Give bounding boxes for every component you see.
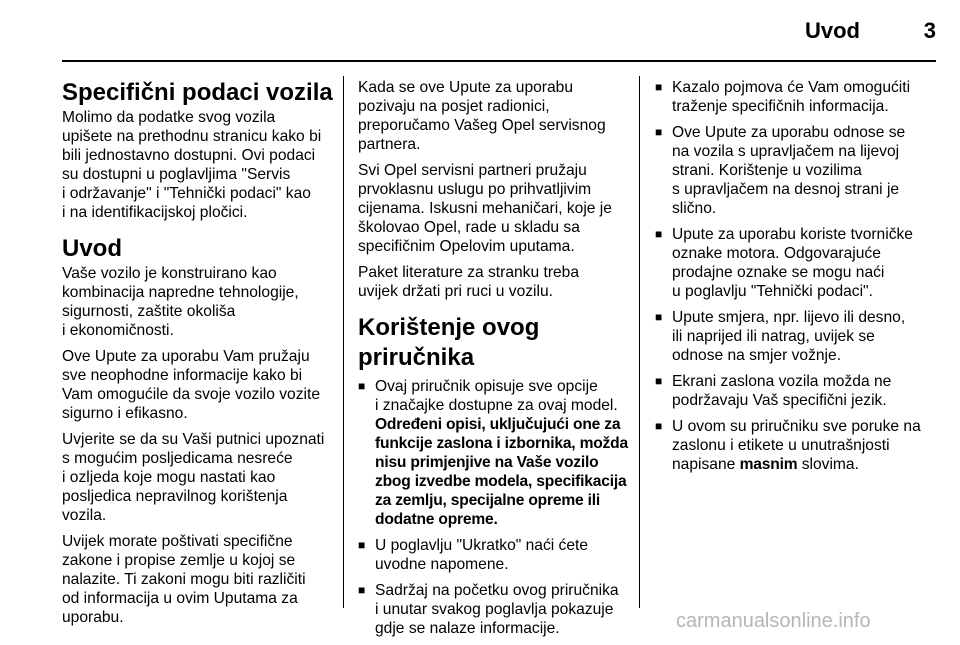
bullet-icon: ■ [655, 419, 663, 433]
section-heading-vehicle-data: Specifični podaci vozila [62, 79, 333, 106]
bullet-text [672, 78, 940, 116]
column-3 [655, 78, 940, 481]
text-line: Molimo da podatke svog vozila [62, 109, 276, 126]
text-line: Određeni opisi, uključujući one za [375, 416, 621, 433]
bullet-item [358, 581, 634, 638]
text-line: i unutar svakog poglavlja pokazuje [375, 601, 614, 618]
bullet-text [375, 581, 634, 638]
bullet-icon: ■ [358, 583, 366, 597]
paragraph [358, 78, 634, 154]
text-line: uvodne napomene. [375, 556, 509, 573]
paragraph [62, 108, 337, 222]
bullet-icon: ■ [358, 538, 366, 552]
bullet-item [655, 225, 940, 301]
text-line: sigurnosti, zaštite okoliša [62, 303, 236, 320]
text-line: partnera. [358, 136, 421, 153]
text-line: cijenama. Iskusni mehaničari, koje je [358, 200, 612, 217]
text-line: s mogućim posljedicama nesreće [62, 450, 293, 467]
text-line: U poglavlju "Ukratko" naći ćete [375, 537, 589, 554]
text-line: sve neophodne informacije kako bi [62, 367, 303, 384]
text-line: Ove Upute za uporabu odnose se [672, 124, 906, 141]
text-line: zbog izvedbe modela, specifikacija [375, 473, 627, 490]
bullet-text-last-line [672, 455, 940, 474]
bullet-bold-text [375, 415, 634, 529]
paragraph [62, 532, 337, 627]
text-line: i ekonomičnosti. [62, 322, 174, 339]
column-divider-1 [343, 76, 344, 608]
text-line: i ozljeda koje mogu nastati kao [62, 469, 276, 486]
bullet-text [672, 372, 940, 410]
bullet-icon: ■ [655, 80, 663, 94]
watermark: carmanualsonline.info [676, 610, 871, 632]
text-line: Uvijek morate poštivati specifične [62, 533, 293, 550]
text-line: oznake motora. Odgovarajuće [672, 245, 881, 262]
running-header-title: Uvod [805, 18, 860, 43]
text-line: Vaše vozilo je konstruirano kao [62, 265, 277, 282]
text-line: prodajne oznake se mogu naći [672, 264, 885, 281]
text-line: i održavanje" i "Tehnički podaci" kao [62, 185, 311, 202]
section-heading-using-manual: Korištenje ovog priručnika [358, 314, 540, 371]
page-number: 3 [923, 18, 936, 43]
text-line: upišete na prethodnu stranicu kako bi [62, 128, 322, 145]
bullet-item [358, 536, 634, 574]
bullet-icon: ■ [655, 374, 663, 388]
bullet-item [655, 78, 940, 116]
text-line: prvoklasnu uslugu po prihvatljivim [358, 181, 592, 198]
section-heading-introduction: Uvod [62, 235, 122, 262]
bullet-item [655, 417, 940, 474]
text-line: nisu primjenjive na Vaše vozilo [375, 454, 599, 471]
column-2 [358, 78, 634, 645]
text-line: Upute smjera, npr. lijevo ili desno, [672, 309, 906, 326]
paragraph [358, 161, 634, 256]
bullet-icon: ■ [358, 379, 366, 393]
text-line: za zemlju, specijalne opreme ili [375, 492, 600, 509]
text-line: specifičnim Opelovim uputama. [358, 238, 575, 255]
text-line: Uvjerite se da su Vaši putnici upoznati [62, 431, 325, 448]
text-line: u poglavlju "Tehnički podaci". [672, 283, 873, 300]
bullet-icon: ■ [655, 310, 663, 324]
text-line: Kada se ove Upute za uporabu [358, 79, 574, 96]
bullet-icon: ■ [655, 125, 663, 139]
bullet-text [672, 225, 940, 301]
header-rule [62, 60, 936, 62]
text-line: kombinacija napredne tehnologije, [62, 284, 299, 301]
text-line: funkcije zaslona i izbornika, možda [375, 435, 628, 452]
bullet-text [672, 308, 940, 365]
text-line: posljedica nepravilnog korištenja [62, 488, 288, 505]
text-line: strani. Korištenje u vozilima [672, 162, 862, 179]
text-line: i na identifikacijskoj pločici. [62, 204, 248, 221]
bullet-icon: ■ [655, 227, 663, 241]
text-line: Svi Opel servisni partneri pružaju [358, 162, 587, 179]
text-line: zaslonu i etikete u unutrašnjosti [672, 437, 890, 454]
text-line: preporučamo Vašeg Opel servisnog [358, 117, 606, 134]
paragraph [62, 264, 337, 340]
text-line: od informacija u ovim Uputama za [62, 590, 298, 607]
text-line: nalazite. Ti zakoni mogu biti različiti [62, 571, 306, 588]
text-line: U ovom su priručniku sve poruke na [672, 418, 921, 435]
paragraph [62, 430, 337, 525]
text-line: Upute za uporabu koriste tvorničke [672, 226, 913, 243]
text-line: i značajke dostupne za ovaj model. [375, 397, 618, 414]
text-line: Paket literature za stranku treba [358, 264, 580, 281]
text-line: vozila. [62, 507, 107, 524]
bold-word: masnim [739, 456, 798, 473]
text-line: slično. [672, 200, 717, 217]
text-line: su dostupni u poglavljima "Servis [62, 166, 291, 183]
text-line: Kazalo pojmova će Vam omogućiti [672, 79, 911, 96]
text-line: Ekrani zaslona vozila možda ne [672, 373, 892, 390]
text-line: podržavaju Vaš specifični jezik. [672, 392, 887, 409]
text-line: s upravljačem na desnoj strani je [672, 181, 900, 198]
text-line: gdje se nalaze informacije. [375, 620, 560, 637]
bullet-text [672, 123, 940, 218]
text-line: Vam omogućile da svoje vozilo vozite [62, 386, 320, 403]
text-line: uporabu. [62, 609, 124, 626]
text-line: odnose na smjer vožnje. [672, 347, 842, 364]
column-1 [62, 78, 337, 634]
bullet-item [358, 377, 634, 529]
text-line: bili jednostavno dostupni. Ovi podaci [62, 147, 316, 164]
text-line: dodatne opreme. [375, 511, 498, 528]
bullet-item [655, 372, 940, 410]
paragraph [62, 347, 337, 423]
bullet-text [375, 536, 634, 574]
text-run: napisane [672, 456, 740, 473]
text-line: uvijek držati pri ruci u vozilu. [358, 283, 553, 300]
bullet-item [655, 308, 940, 365]
text-line: traženje specifičnih informacija. [672, 98, 889, 115]
text-run: slovima. [797, 456, 859, 473]
text-line: školovao Opel, rade u skladu sa [358, 219, 580, 236]
text-line: pozivaju na posjet radionici, [358, 98, 550, 115]
text-line: ili naprijed ili natrag, uvijek se [672, 328, 875, 345]
bullet-item [655, 123, 940, 218]
paragraph [358, 263, 634, 301]
text-line: sigurno i efikasno. [62, 405, 188, 422]
text-line: na vozila s upravljačem na lijevoj [672, 143, 900, 160]
column-divider-2 [639, 76, 640, 608]
bullet-text [375, 377, 634, 415]
text-line: Ove Upute za uporabu Vam pružaju [62, 348, 310, 365]
text-line: Ovaj priručnik opisuje sve opcije [375, 378, 598, 395]
text-line: zakone i propise zemlje u kojoj se [62, 552, 296, 569]
bullet-text [672, 417, 940, 455]
text-line: Sadržaj na početku ovog priručnika [375, 582, 619, 599]
